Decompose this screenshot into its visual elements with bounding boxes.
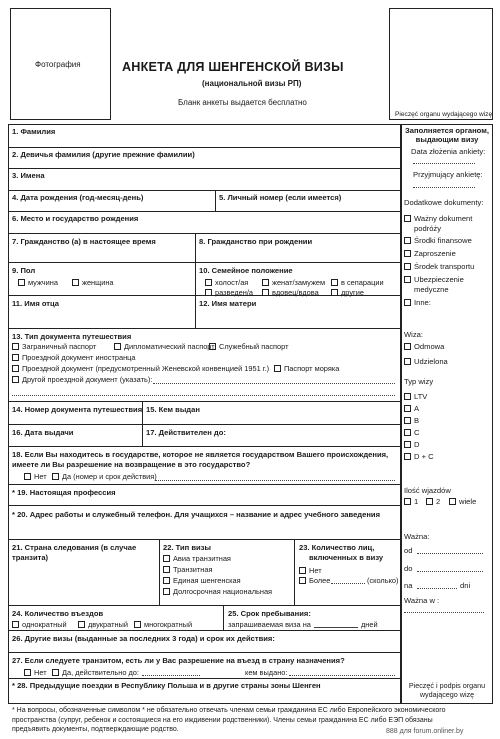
photo-label: Фотография (35, 60, 81, 69)
visa-transit-option[interactable]: Транзитная (163, 565, 213, 574)
field-16-issue-date[interactable]: 16. Дата выдачи (12, 428, 74, 437)
field-5-personal-number[interactable]: 5. Личный номер (если имеется) (219, 193, 342, 202)
footnote: * На вопросы, обозначенные символом * не обязательно отвечать членам семьи гражданина ЕС либо Европейского экономического пространства (супруг, ребенок и состоящиеся на его иждивении родственники). Члены семьи гражданина ЕС либо ЕЭП обязаны предъявить документы, подтверждающие родство. (12, 707, 446, 734)
checkbox[interactable] (404, 237, 411, 244)
visa-national-option[interactable]: Долгосрочная национальная (163, 587, 272, 596)
checkbox[interactable] (404, 405, 411, 412)
checkbox[interactable] (404, 393, 411, 400)
checkbox[interactable] (12, 365, 19, 372)
field-28-previous-trips[interactable]: * 28. Предыдущие поездки в Республику Польша и в другие страны зоны Шенген (12, 681, 321, 690)
checkbox[interactable] (163, 555, 170, 562)
marital-widowed-option[interactable]: вдовец/вдова (262, 288, 319, 297)
free-note: Бланк анкеты выдается бесплатно (178, 98, 307, 107)
checkbox[interactable] (404, 417, 411, 424)
entries-double-option[interactable]: двукратный (78, 620, 128, 629)
visa-granted-check[interactable]: Udzielona (404, 357, 448, 366)
valid-to-input[interactable] (417, 571, 483, 572)
field-22-visa-type: 22. Тип визы (163, 543, 211, 552)
valid-days-label: dni (460, 581, 471, 590)
visa-type-d[interactable]: D (404, 440, 419, 449)
doc-insurance-check[interactable]: Ubezpieczenie (404, 275, 464, 284)
checkbox[interactable] (426, 498, 433, 505)
valid-days-input[interactable] (417, 588, 457, 589)
checkbox[interactable] (331, 289, 338, 296)
transit-issuer-label: кем выдано: (245, 668, 288, 677)
checkbox[interactable] (262, 279, 269, 286)
checkbox[interactable] (299, 577, 306, 584)
checkbox[interactable] (163, 588, 170, 595)
persons-count-label: (сколько) (367, 576, 399, 585)
doc-finance-check[interactable]: Środki finansowe (404, 236, 472, 245)
official-sidebar (401, 124, 493, 704)
checkbox[interactable] (404, 343, 411, 350)
checkbox[interactable] (299, 567, 306, 574)
persons-no-option[interactable]: Нет (299, 566, 322, 575)
valid-to-label: do (404, 564, 413, 573)
marital-single-option[interactable]: холост/ая (205, 278, 248, 287)
checkbox[interactable] (78, 621, 85, 628)
checkbox[interactable] (114, 343, 121, 350)
doc-foreigner-travel-option[interactable]: Проездной документ иностранца (12, 353, 136, 362)
field-1-surname[interactable]: 1. Фамилия (12, 127, 56, 136)
form-subtitle: (национальной визы РП) (202, 79, 302, 88)
checkbox[interactable] (12, 354, 19, 361)
visa-type-dc[interactable]: D + C (404, 452, 434, 461)
checkbox[interactable] (12, 621, 19, 628)
sex-female-option[interactable]: женщина (72, 278, 114, 287)
checkbox[interactable] (404, 276, 411, 283)
marital-separated-option[interactable]: в сепарации (331, 278, 384, 287)
doc-service-passport-option[interactable]: Служебный паспорт (209, 342, 288, 351)
field-14-document-number[interactable]: 14. Номер документа путешествия (12, 405, 143, 414)
field-10-marital-status: 10. Семейное положение (199, 266, 293, 275)
watermark: 888 для forum.onliner.by (386, 728, 464, 735)
field-11-father-name[interactable]: 11. Имя отца (12, 299, 60, 308)
doc-diplomatic-passport-option[interactable]: Дипломатический паспорт (114, 342, 215, 351)
field-18-return-permit: 18. Если Вы находитесь в государстве, которое не является государством Вашего происхождения, (12, 450, 389, 459)
valid-for-label: na (404, 581, 413, 590)
checkbox[interactable] (12, 376, 19, 383)
visa-type-a[interactable]: A (404, 404, 419, 413)
field-8-birth-citizenship[interactable]: 8. Гражданство при рождении (199, 237, 313, 246)
checkbox[interactable] (163, 577, 170, 584)
persons-more-option[interactable]: Более (299, 576, 330, 585)
visa-refused-check[interactable]: Odmowa (404, 342, 444, 351)
valid-from-input[interactable] (417, 553, 483, 554)
checkbox[interactable] (18, 279, 25, 286)
transit-no-option[interactable]: Нет (24, 668, 47, 677)
entries-multiple-option[interactable]: многократный (134, 620, 192, 629)
checkbox[interactable] (404, 250, 411, 257)
doc-travel-check[interactable]: Ważny dokument (404, 214, 472, 223)
field-27-transit-permit: 27. Если следуете транзитом, есть ли у Вас разрешение на въезд в страну назначения? (12, 656, 345, 665)
checkbox[interactable] (12, 343, 19, 350)
checkbox[interactable] (209, 343, 216, 350)
field-9-sex: 9. Пол (12, 266, 36, 275)
checkbox[interactable] (404, 453, 411, 460)
accepted-by-label: Przyjmujący ankietę: (413, 170, 483, 179)
stay-days-label: дней (361, 620, 378, 629)
submission-date-label: Data złożenia ankiety: (411, 147, 486, 156)
field-15-issued-by[interactable]: 15. Кем выдан (146, 405, 200, 414)
field-17-valid-until[interactable]: 17. Действителен до: (146, 428, 226, 437)
marital-married-option[interactable]: женат/замужем (262, 278, 325, 287)
persons-count-input[interactable] (331, 583, 365, 584)
checkbox[interactable] (262, 289, 269, 296)
checkbox[interactable] (24, 473, 31, 480)
visa-type-b[interactable]: B (404, 416, 419, 425)
field-18-return-permit-line2: имеете ли Вы разрешение на возвращение в это государство? (12, 460, 251, 469)
marital-other-option[interactable]: другие (331, 288, 364, 297)
transit-yes-option[interactable]: Да, действительно до: (52, 668, 139, 677)
entries-count-1[interactable]: 1 (404, 497, 418, 506)
field-7-citizenship[interactable]: 7. Гражданство (а) в настоящее время (12, 237, 156, 246)
checkbox[interactable] (404, 263, 411, 270)
visa-decision-label: Wiza: (404, 330, 423, 339)
doc-other-input-2[interactable] (12, 395, 395, 396)
valid-label: Ważna: (404, 532, 430, 541)
stay-requested-label: запрашиваемая виза на (228, 620, 311, 629)
transit-valid-input[interactable] (142, 675, 200, 676)
visa-type-c[interactable]: C (404, 428, 419, 437)
checkbox[interactable] (404, 429, 411, 436)
return-no-option[interactable]: Нет (24, 472, 47, 481)
submission-date-input[interactable] (413, 163, 475, 164)
field-19-profession[interactable]: * 19. Настоящая профессия (12, 488, 116, 497)
sex-male-option[interactable]: мужчина (18, 278, 58, 287)
field-25-stay-duration: 25. Срок пребывания: (228, 609, 311, 618)
doc-travel-line2: podróży (414, 224, 442, 233)
stamp-box (389, 8, 493, 120)
return-yes-option[interactable]: Да (номер и срок действия) (52, 472, 157, 481)
entries-count-label: Ilość wjazdów (404, 486, 451, 495)
field-21-destination-line2: транзита) (12, 553, 49, 562)
field-20-work-address[interactable]: * 20. Адрес работы и служебный телефон. Для учащихся – название и адрес учебного заведения (12, 510, 381, 519)
valid-in-input[interactable] (404, 612, 484, 613)
checkbox[interactable] (24, 669, 31, 676)
checkbox[interactable] (404, 441, 411, 448)
field-24-entries: 24. Количество въездов (12, 609, 104, 618)
field-4-birth-date[interactable]: 4. Дата рождения (год-месяц-день) (12, 193, 144, 202)
checkbox[interactable] (52, 473, 59, 480)
checkbox[interactable] (52, 669, 59, 676)
sidebar-seal-label: Pieczęć i podpis organu wydającego wizę (408, 681, 486, 699)
checkbox[interactable] (163, 566, 170, 573)
doc-other-check[interactable]: Inne: (404, 298, 431, 307)
checkbox[interactable] (205, 289, 212, 296)
entries-count-many[interactable]: wiele (449, 497, 476, 506)
transit-issuer-input[interactable] (289, 675, 395, 676)
doc-other-option[interactable]: Другой проездной документ (указать): (12, 375, 152, 384)
field-6-birth-place[interactable]: 6. Место и государство рождения (12, 214, 139, 223)
sidebar-title: Заполняется органом, выдающим визу (405, 126, 489, 144)
checkbox[interactable] (331, 279, 338, 286)
doc-transport-check[interactable]: Środek transportu (404, 262, 474, 271)
visa-schengen-option[interactable]: Единая шенгенская (163, 576, 241, 585)
checkbox[interactable] (274, 365, 281, 372)
checkbox[interactable] (205, 279, 212, 286)
valid-from-label: od (404, 546, 413, 555)
visa-type-label: Typ wizy (404, 377, 434, 386)
checkbox[interactable] (404, 215, 411, 222)
field-12-mother-name[interactable]: 12. Имя матери (199, 299, 257, 308)
checkbox[interactable] (134, 621, 141, 628)
return-permit-input[interactable] (155, 480, 395, 481)
accepted-by-input[interactable] (413, 187, 475, 188)
doc-insurance-line2: medyczne (414, 285, 449, 294)
entries-count-2[interactable]: 2 (426, 497, 440, 506)
checkbox[interactable] (404, 498, 411, 505)
marital-divorced-option[interactable]: разведен/а (205, 288, 253, 297)
checkbox[interactable] (404, 358, 411, 365)
stamp-label: Pieczęć organu wydającego wizę (395, 111, 493, 118)
doc-foreign-passport-option[interactable]: Заграничный паспорт (12, 342, 96, 351)
doc-geneva-travel-option[interactable]: Проездной документ (предусмотренный Женевской конвенцией 1951 г.) (12, 364, 269, 373)
doc-seaman-passport-option[interactable]: Паспорт моряка (274, 364, 339, 373)
stay-days-input[interactable] (314, 627, 358, 628)
valid-in-label: Ważna w : (404, 596, 440, 605)
field-2-maiden-name[interactable]: 2. Девичья фамилия (другие прежние фамилии) (12, 150, 195, 159)
entries-single-option[interactable]: однократный (12, 620, 67, 629)
checkbox[interactable] (404, 299, 411, 306)
field-21-destination[interactable]: 21. Страна следования (в случае (12, 543, 137, 552)
checkbox[interactable] (449, 498, 456, 505)
visa-type-ltv[interactable]: LTV (404, 392, 427, 401)
doc-invitation-check[interactable]: Zaproszenie (404, 249, 456, 258)
field-23-persons-line2: включенных в визу (309, 553, 384, 562)
additional-docs-label: Dodatkowe dokumenty: (404, 198, 484, 207)
checkbox[interactable] (72, 279, 79, 286)
field-13-document-type: 13. Тип документа путешествия (12, 332, 132, 341)
doc-other-input[interactable] (153, 383, 395, 384)
field-26-other-visas[interactable]: 26. Другие визы (выданные за последних 3 года) и срок их действия: (12, 634, 275, 643)
field-3-names[interactable]: 3. Имена (12, 171, 45, 180)
visa-airport-transit-option[interactable]: Авиа транзитная (163, 554, 231, 563)
field-23-persons: 23. Количество лиц, (299, 543, 375, 552)
form-title: АНКЕТА ДЛЯ ШЕНГЕНСКОЙ ВИЗЫ (122, 60, 344, 74)
